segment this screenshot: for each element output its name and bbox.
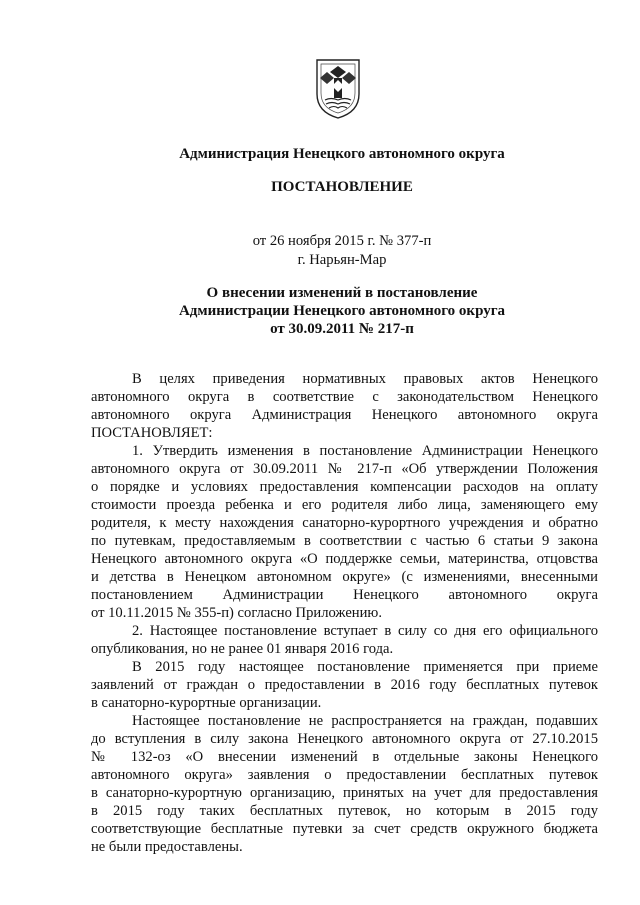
body-line: по путевкам, предоставляемым в соответствии с частью 6 статьи 9 закона: [91, 533, 598, 549]
body-line: автономного округа в соответствие с законодательством Ненецкого: [91, 389, 598, 405]
body-line: соответствующие бесплатные путевки за счет средств окружного бюджета: [91, 821, 598, 837]
body-line: от 10.11.2015 № 355-п) согласно Приложению.: [91, 605, 382, 621]
body-line: автономного округа» заявления о предоставлении бесплатных путевок: [91, 767, 598, 783]
body-line: в санаторно-курортную организацию, принятых на учет для предоставления: [91, 785, 598, 801]
document-place: г. Нарьян-Мар: [297, 252, 387, 268]
body-line: Ненецкого автономного округа «О поддержке семьи, материнства, отцовства: [91, 551, 598, 567]
body-line: опубликования, но не ранее 01 января 2016 года.: [91, 641, 394, 657]
body-line: 1. Утвердить изменения в постановление Администрации Ненецкого: [132, 443, 598, 459]
body-line: родителя, к месту нахождения санаторно-курортного учреждения и обратно: [91, 515, 598, 531]
body-line: Настоящее постановление не распространяется на граждан, подавших: [132, 713, 598, 729]
body-line: в санаторно-курортные организации.: [91, 695, 322, 711]
body-line: заявлений от граждан о предоставлении в 2016 году бесплатных путевок: [91, 677, 598, 693]
document-title-line: от 30.09.2011 № 217-п: [270, 321, 414, 337]
body-line: не были предоставлены.: [91, 839, 243, 855]
body-line: автономного округа от 30.09.2011 № 217-п «Об утверждении Положения: [91, 461, 598, 477]
body-line: в 2015 году таких бесплатных путевок, но которым в 2015 году: [91, 803, 598, 819]
body-line: В 2015 году настоящее постановление применяется при приеме: [132, 659, 598, 675]
document-date-number: от 26 ноября 2015 г. № 377-п: [252, 233, 432, 249]
body-line: и детства в Ненецком автономном округе» (с изменениями, внесенными: [91, 569, 598, 585]
organization-name: Администрация Ненецкого автономного округа: [179, 146, 505, 162]
document-title-line: О внесении изменений в постановление: [206, 285, 478, 301]
body-line: № 132-оз «О внесении изменений в отдельные законы Ненецкого: [91, 749, 598, 765]
body-line: ПОСТАНОВЛЯЕТ:: [91, 425, 213, 441]
body-line: автономного округа Администрация Ненецкого автономного округа: [91, 407, 598, 423]
coat-of-arms-emblem: [313, 56, 363, 120]
document-type: ПОСТАНОВЛЕНИЕ: [271, 179, 413, 195]
body-line: 2. Настоящее постановление вступает в силу со дня его официального: [132, 623, 598, 639]
body-line: до вступления в силу закона Ненецкого автономного округа от 27.10.2015: [91, 731, 598, 747]
body-line: постановлением Администрации Ненецкого автономного округа: [91, 587, 598, 603]
document-title-line: Администрации Ненецкого автономного округа: [178, 303, 506, 319]
body-line: о порядке и условиях предоставления компенсации расходов на оплату: [91, 479, 598, 495]
body-line: В целях приведения нормативных правовых актов Ненецкого: [132, 371, 598, 387]
body-line: стоимости проезда ребенка и его родителя либо лица, заменяющего ему: [91, 497, 598, 513]
